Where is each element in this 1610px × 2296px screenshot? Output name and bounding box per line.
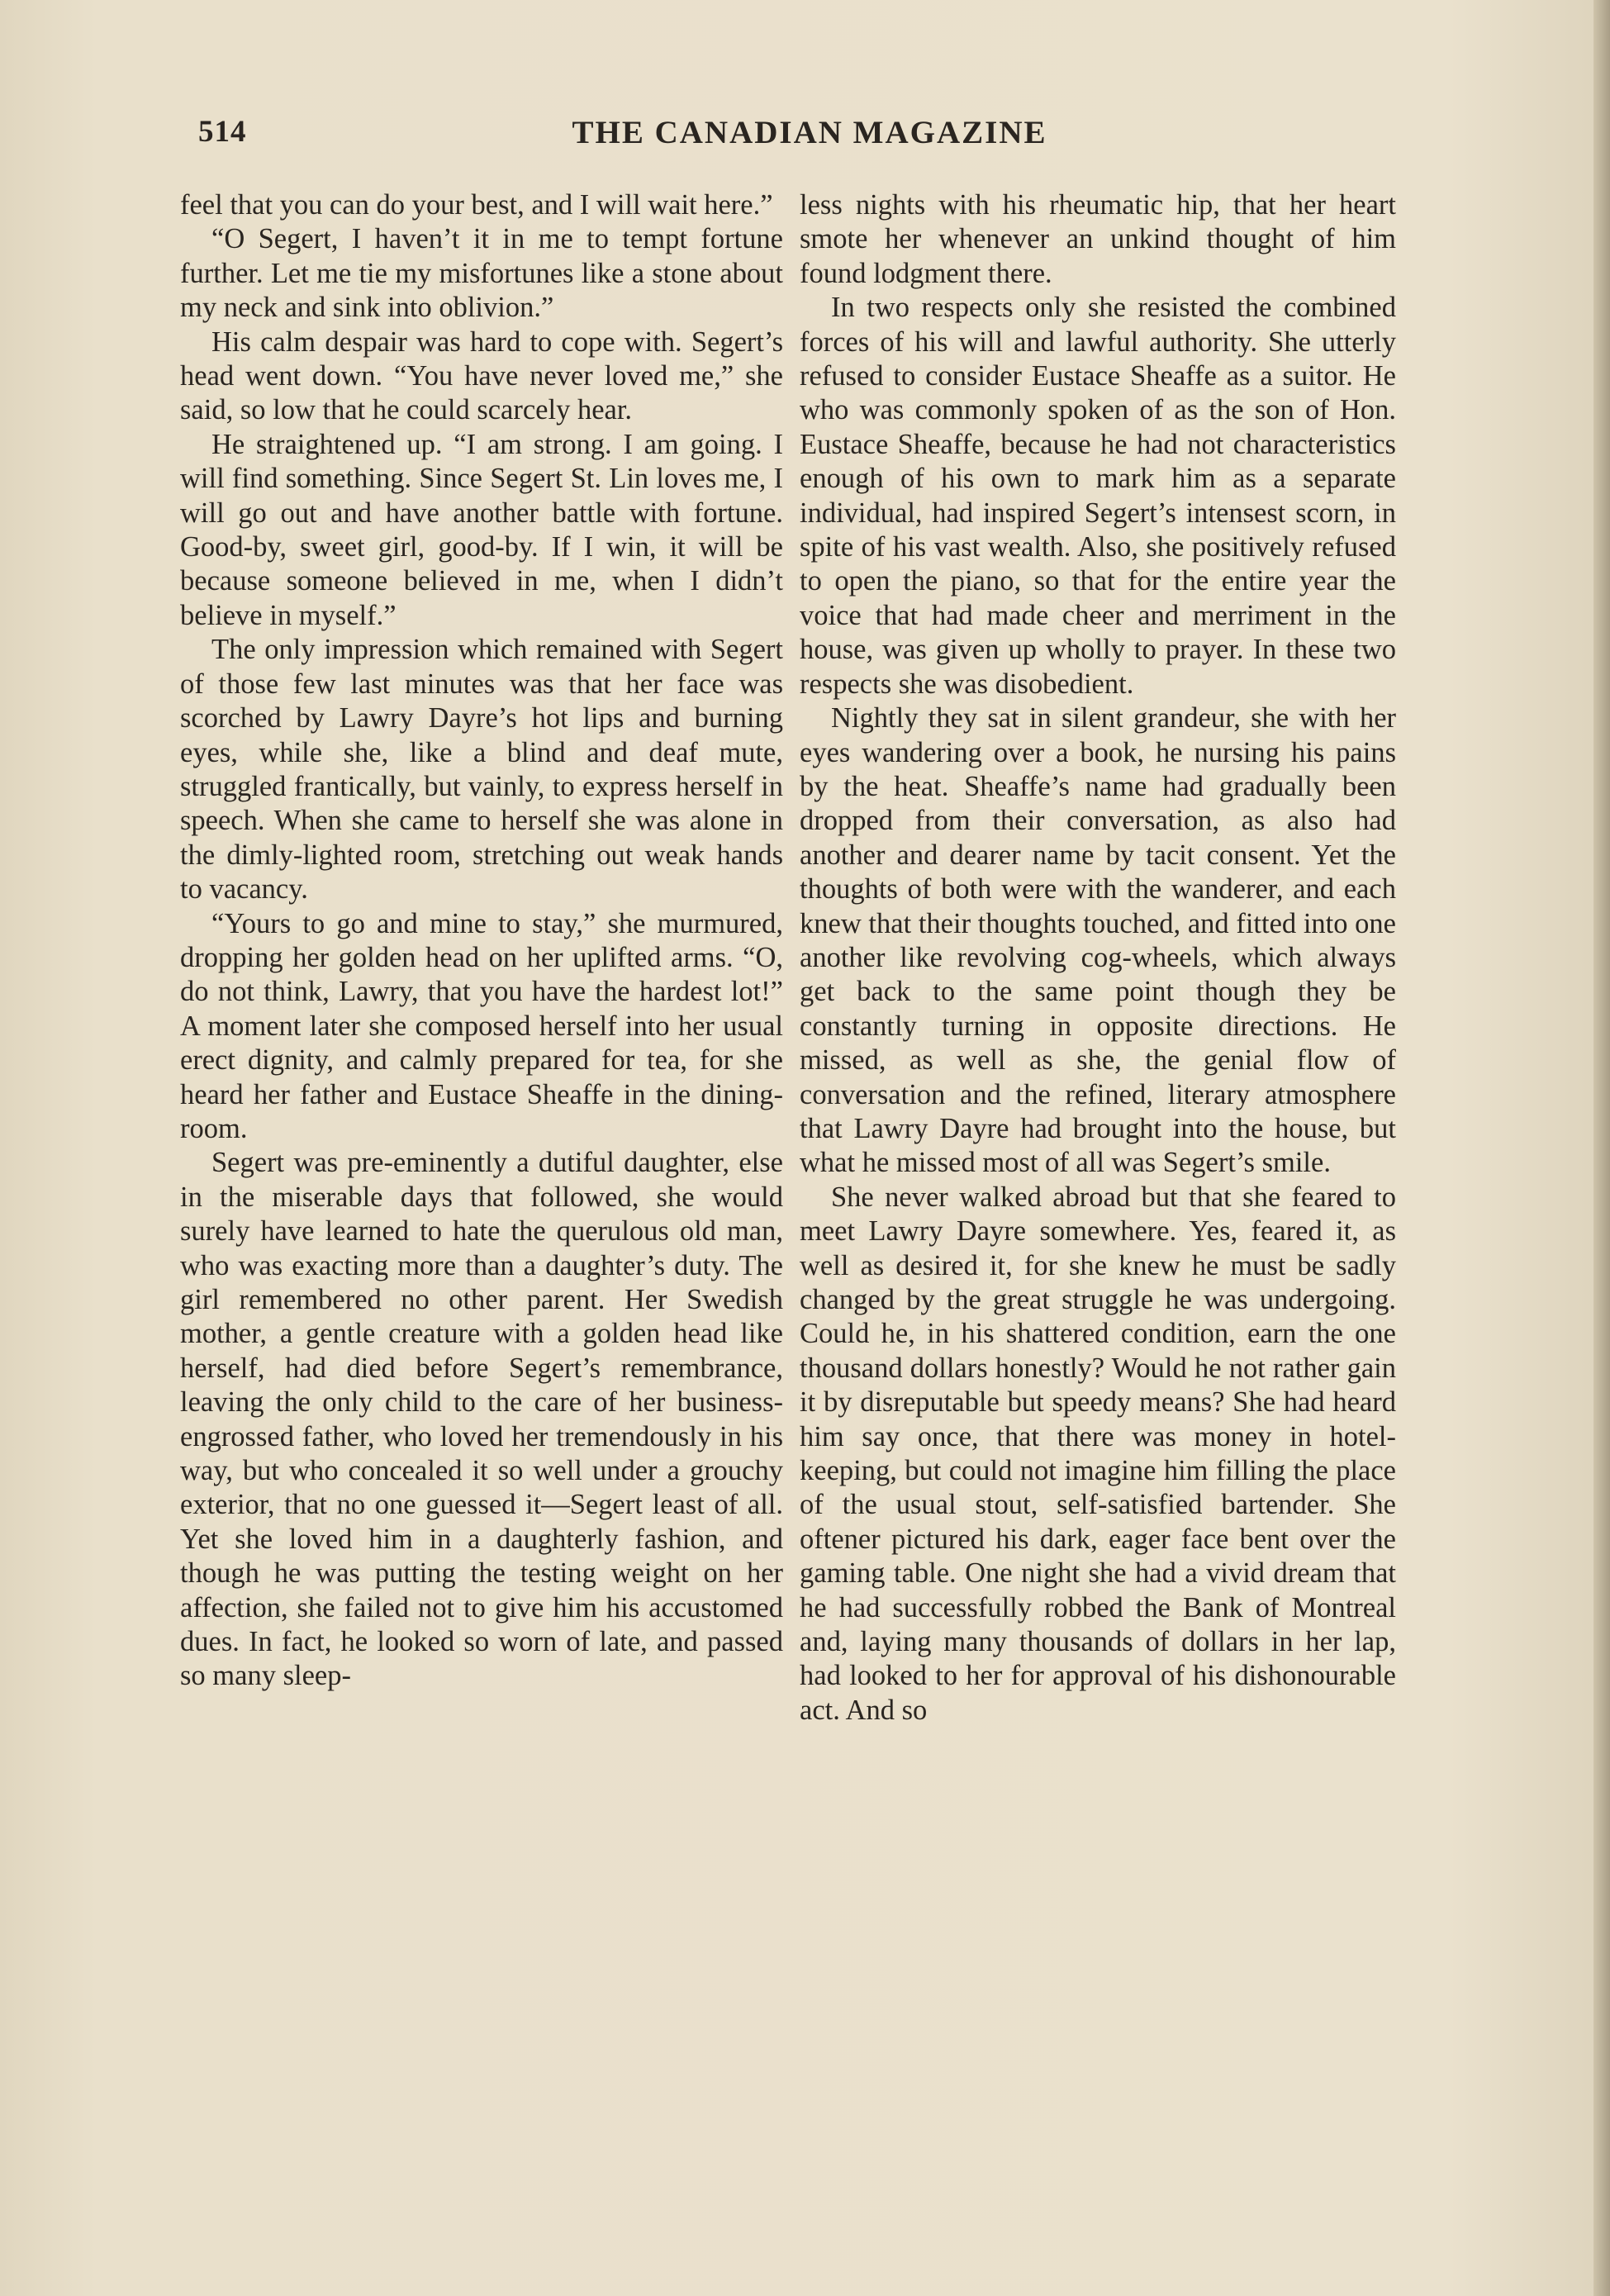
paragraph: His calm despair was hard to cope with. Segert’s head went down. “You have never loved me,” she said, so low that he could scarcely hear. — [180, 326, 783, 426]
paragraph: Segert was pre-eminently a dutiful daughter, else in the miserable days that followed, she would surely have learned to hate the querulous old man, who was exacting more than a daughter’s duty. The girl remembered no other parent. Her Swedish mother, a gentle creature with a golden head like herself, had died before Segert’s remembrance, leaving the only child to the care of her business-engrossed father, who loved her tremendously in his way, but who concealed it so well under a grouchy exterior, that no one guessed it—Segert least of all. Yet she loved him in a daughterly fashion, and though he was putting the testing weight on her affection, she failed not to give him his accustomed dues. In fact, he looked so worn of late, and passed so many sleep- — [180, 1147, 783, 1692]
left-column — [180, 188, 783, 1694]
running-head-title: THE CANADIAN MAGAZINE — [572, 115, 1047, 150]
right-column — [800, 188, 1396, 1728]
page-number: 514 — [198, 115, 247, 149]
paragraph: She never walked abroad but that she feared to meet Lawry Dayre somewhere. Yes, feared it, as well as desired it, for she knew he must be sadly changed by the great struggle he was undergoing. Could he, in his shattered condition, earn the one thousand dollars honestly? Would he not rather gain it by disreputable but speedy means? She had heard him say once, that there was money in hotel-keeping, but could not imagine him filling the place of the usual stout, self-satisfied bartender. She oftener pictured his dark, eager face bent over the gaming table. One night she had a vivid dream that he had successfully robbed the Bank of Montreal and, laying many thousands of dollars in her lap, had looked to her for approval of his dishonourable act. And so — [800, 1181, 1396, 1726]
book-spine-edge — [1593, 0, 1610, 2296]
paragraph: feel that you can do your best, and I will wait here.” — [180, 189, 773, 221]
paragraph: The only impression which remained with Segert of those few last minutes was that her face was scorched by Lawry Dayre’s hot lips and burning eyes, while she, like a blind and deaf mute, struggled frantically, but vainly, to express herself in speech. When she came to herself she was alone in the dimly-lighted room, stretching out weak hands to vacancy. — [180, 634, 783, 906]
paragraph: less nights with his rheumatic hip, that her heart smote her whenever an unkind thought of him found lodgment there. — [800, 189, 1396, 289]
paragraph: “Yours to go and mine to stay,” she murmured, dropping her golden head on her uplifted arms. “O, do not think, Lawry, that you have the hardest lot!” A moment later she composed herself into her usual erect dignity, and calmly prepared for tea, for she heard her father and Eustace Sheaffe in the dining-room. — [180, 907, 783, 1144]
paragraph: He straightened up. “I am strong. I am going. I will find something. Since Segert St. Lin loves me, I will go out and have another battle with fortune. Good-by, sweet girl, good-by. If I win, it will be because someone believed in me, when I didn’t believe in myself.” — [180, 428, 783, 631]
paragraph: Nightly they sat in silent grandeur, she with her eyes wandering over a book, he nursing his pains by the heat. Sheaffe’s name had gradually been dropped from their conversation, as also had another and dearer name by tacit consent. Yet the thoughts of both were with the wanderer, and each knew that their thoughts touched, and fitted into one another like revolving cog-wheels, which always get back to the same point though they be constantly turning in opposite directions. He missed, as well as she, the genial flow of conversation and the refined, literary atmosphere that Lawry Dayre had brought into the house, but what he missed most of all was Segert’s smile. — [800, 702, 1396, 1179]
paragraph: “O Segert, I haven’t it in me to tempt fortune further. Let me tie my misfortunes like a stone about my neck and sink into oblivion.” — [180, 223, 783, 324]
paragraph: In two respects only she resisted the combined forces of his will and lawful authority. She utterly refused to consider Eustace Sheaffe as a suitor. He who was commonly spoken of as the son of Hon. Eustace Sheaffe, because he had not characteristics enough of his own to mark him as a separate individual, had inspired Segert’s intensest scorn, in spite of his vast wealth. Also, she positively refused to open the piano, so that for the entire year the voice that had made cheer and merriment in the house, was given up wholly to prayer. In these two respects she was disobedient. — [800, 292, 1396, 700]
page-header — [198, 114, 1421, 164]
